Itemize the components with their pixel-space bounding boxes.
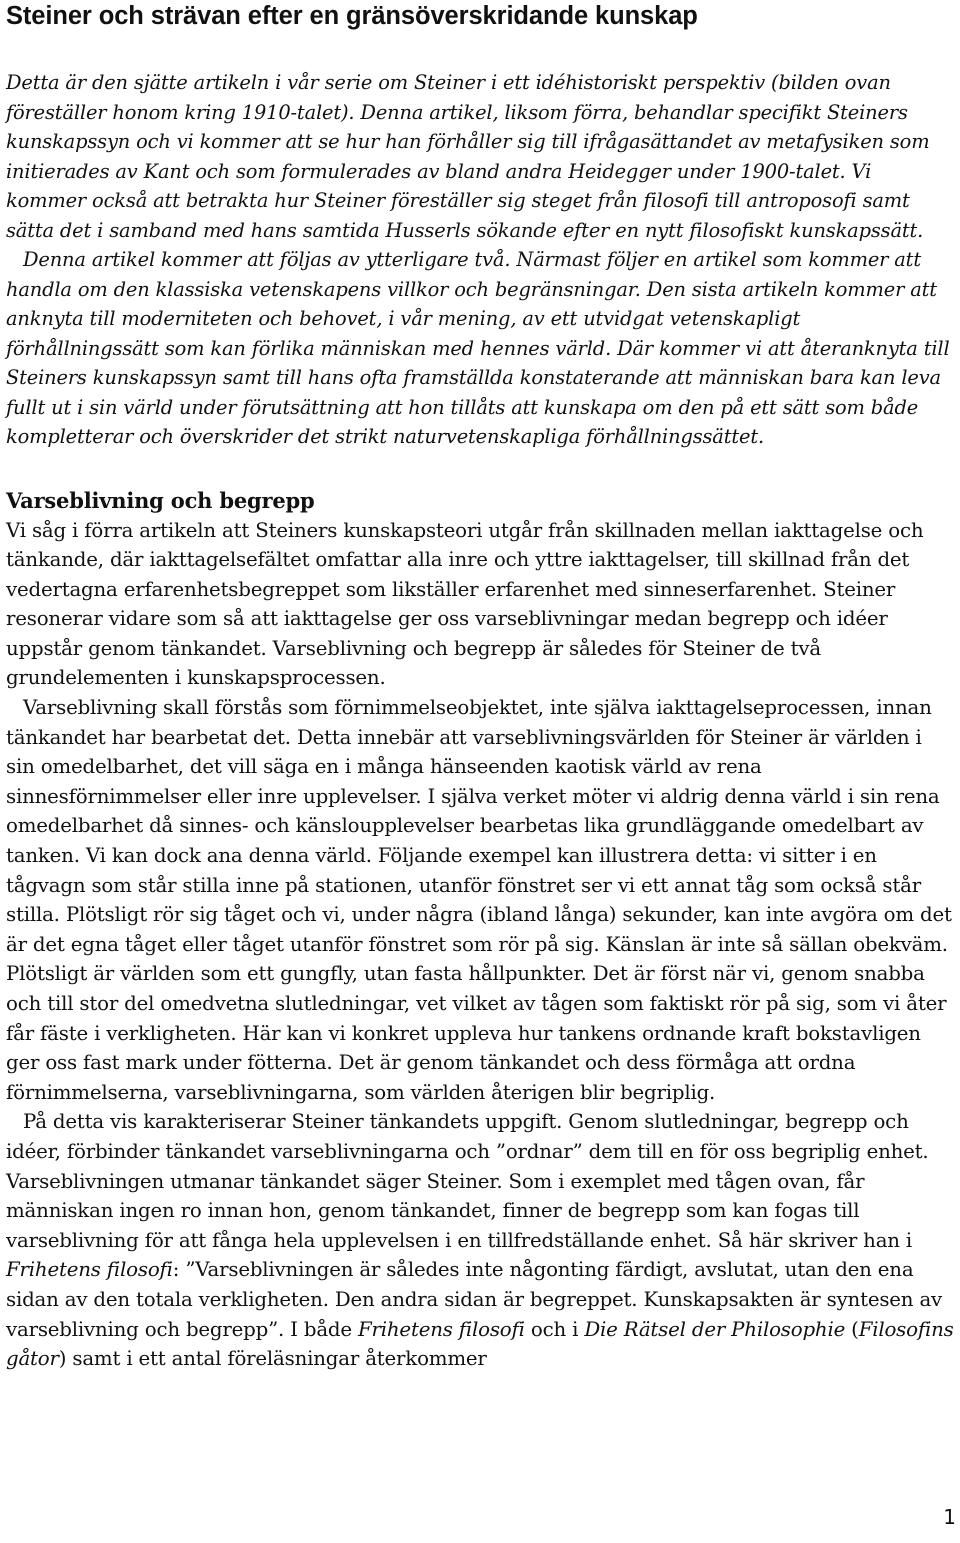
book-title: Die Rätsel der Philosophie <box>584 1317 846 1341</box>
body-paragraph-1: Vi såg i förra artikeln att Steiners kunskapsteori utgår från skillnaden mellan iakttagelse och tänkande, där iakttagelsefältet omfattar alla inre och yttre iakttagelser, till skillnad från det vedertagna erfarenhetsbegreppet som likställer erfarenhet med sinneserfarenhet. Steiner resonerar vidare som så att iakttagelse ger oss varseblivningar medan begrepp och idéer uppstår genom tänkandet. Varseblivning och begrepp är således för Steiner de två grundelementen i kunskapsprocessen. <box>6 518 924 690</box>
text-run: ( <box>845 1317 859 1341</box>
book-title: Filosofins gåtor <box>6 1317 954 1371</box>
body-paragraph-3 <box>6 1107 954 1373</box>
text-run: På detta vis karakteriserar Steiner tänkandets uppgift. Genom slutledningar, begrepp och idéer, förbinder tänkandet varseblivningarna och ”ordnar” dem till en för oss begriplig enhet. Varseblivningen utmanar tänkandet säger Steiner. Som i exemplet med tågen ovan, får människan ingen ro innan hon, genom tänkandet, finner de begrepp som kan fogas till varseblivning för att fånga hela upplevelsen i en tillfredställande enhet. Så här skriver han i <box>6 1110 929 1252</box>
text-run: : ”Varseblivningen är således inte någonting färdigt, avslutat, utan den ena sidan av den totala verkligheten. Den andra sidan är begreppet. Kunskapsakten är syntesen av varseblivning och begrepp”. I både <box>6 1258 943 1341</box>
intro-section <box>6 68 954 452</box>
book-title: Frihetens filosofi <box>6 1258 173 1282</box>
article-title: Steiner och strävan efter en gränsöverskridande kunskap <box>6 2 698 30</box>
page-number: 1 <box>943 1505 956 1529</box>
section-heading: Varseblivning och begrepp <box>6 487 315 513</box>
intro-paragraph-1: Detta är den sjätte artikeln i vår serie om Steiner i ett idéhistoriskt perspektiv (bilden ovan föreställer honom kring 1910-talet). Denna artikel, liksom förra, behandlar specifikt Steiners kunskapssyn och vi kommer att se hur han förhåller sig till ifrågasättandet av metafysiken som initierades av Kant och som formulerades av bland andra Heidegger under 1900-talet. Vi kommer också att betrakta hur Steiner föreställer sig steget från filosofi till antroposofi samt sätta det i samband med hans samtida Husserls sökande efter en nytt filosofiskt kunskapssätt. <box>6 71 930 242</box>
document-page <box>6 0 954 1374</box>
intro-paragraph-2: Denna artikel kommer att följas av ytterligare två. Närmast följer en artikel som kommer att handla om den klassiska vetenskapens villkor och begränsningar. Den sista artikeln kommer att anknyta till moderniteten och behovet, i vår mening, av ett utvidgat vetenskapligt förhållningssätt som kan förlika människan med hennes värld. Där kommer vi att återanknyta till Steiners kunskapssyn samt till hans ofta framställda konstaterande att människan bara kan leva fullt ut i sin värld under förutsättning att hon tillåts att kunskapa om den på ett sätt som både kompletterar och överskrider det strikt naturvetenskapliga förhållningssättet. <box>6 248 950 448</box>
body-paragraph-2: Varseblivning skall förstås som förnimmelseobjektet, inte själva iakttagelseprocessen, innan tänkandet har bearbetat det. Detta innebär att varseblivningsvärlden för Steiner är världen i sin omedelbarhet, det vill säga en i många hänseenden kaotisk värld av rena sinnesförnimmelser eller inre upplevelser. I själva verket möter vi aldrig denna värld i sin rena omedelbarhet då sinnes- och känsloupplevelser bearbetas lika grundläggande omedelbart av tanken. Vi kan dock ana denna värld. Följande exempel kan illustrera detta: vi sitter i en tågvagn som står stilla inne på stationen, utanför fönstret ser vi ett annat tåg som också står stilla. Plötsligt rör sig tåget och vi, under några (ibland långa) sekunder, kan inte avgöra om det är det egna tåget eller tåget utanför fönstret som rör på sig. Känslan är inte så sällan obekväm. Plötsligt är världen som ett gungfly, utan fasta hållpunkter. Det är först när vi, genom snabba och till stor del omedvetna slutledningar, vet vilket av tågen som faktiskt rör på sig, som vi åter får fäste i verkligheten. Här kan vi konkret uppleva hur tankens ordnande kraft bokstavligen ger oss fast mark under fötterna. Det är genom tänkandet och dess förmåga att ordna förnimmelserna, varseblivningarna, som världen återigen blir begriplig. <box>6 696 952 1104</box>
text-run: ) samt i ett antal föreläsningar återkommer <box>58 1347 487 1371</box>
body-section <box>6 516 954 1374</box>
book-title: Frihetens filosofi <box>357 1317 525 1341</box>
text-run: och i <box>524 1317 585 1341</box>
